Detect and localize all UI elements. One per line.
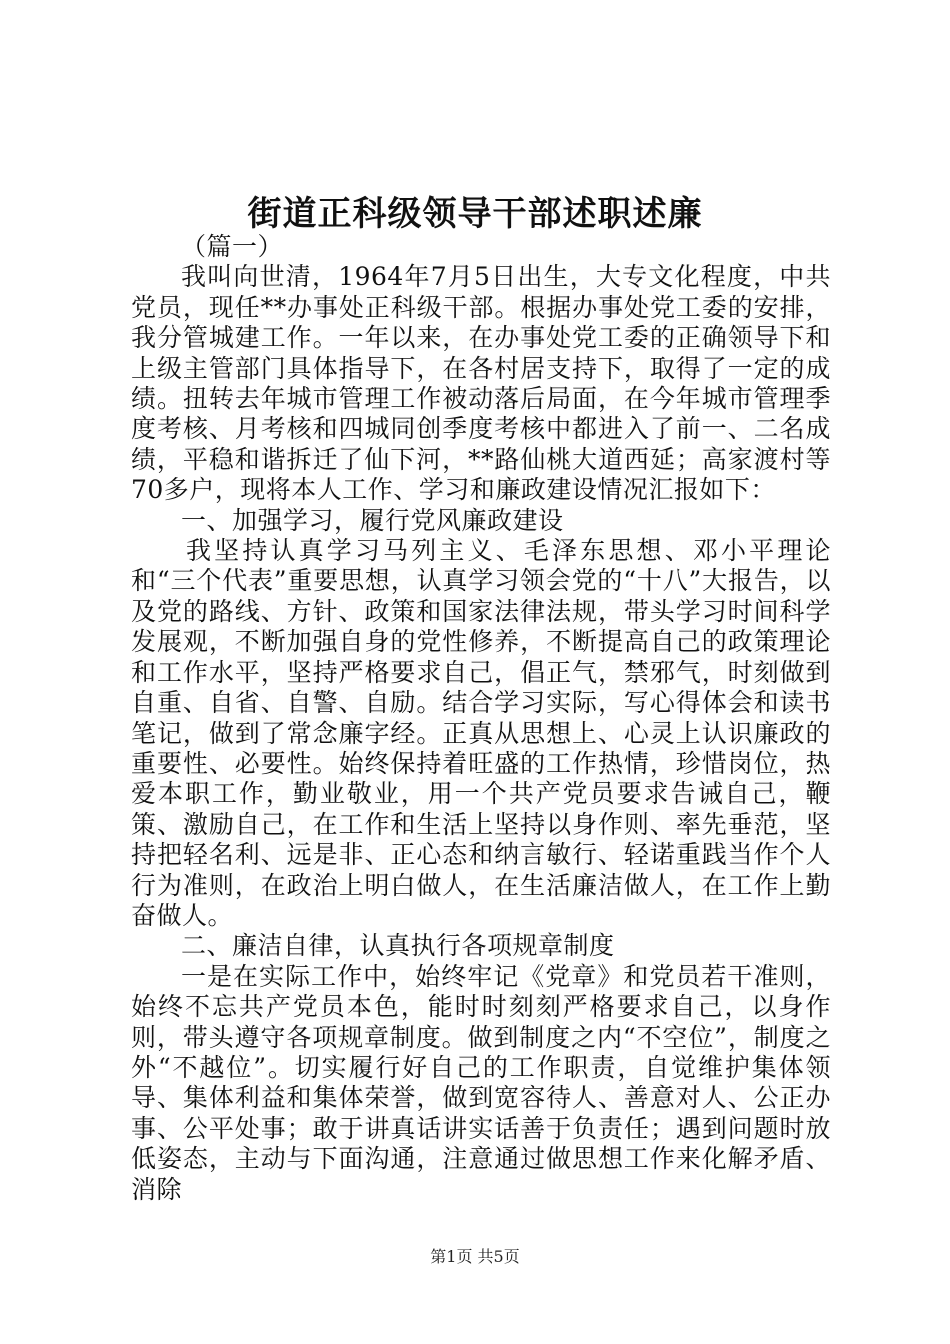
part-label: （篇一） <box>181 232 284 261</box>
intro-paragraph: 我叫向世清，1964年7月5日出生，大专文化程度，中共党员，现任**办事处正科级干部。根据办事处党工委的安排，我分管城建工作。一年以来，在办事处党工委的正确领导下和上级主管部门具体指导下，在各村居支持下，取得了一定的成绩。扭转去年城市管理工作被动落后局面，在今年城市管理季度考核、月考核和四城同创季度考核中都进入了前一、二名成绩，平稳和谐拆迁了仙下河，**路仙桃大道西延；高家渡村等70多户，现将本人工作、学习和廉政建设情况汇报如下： <box>131 262 831 505</box>
document-title: 街道正科级领导干部述职述廉 <box>247 194 703 234</box>
section-2-paragraph: 一是在实际工作中，始终牢记《党章》和党员若干准则，始终不忘共产党员本色，能时时刻刻严格要求自己，以身作则，带头遵守各项规章制度。做到制度之内“不空位”，制度之外“不越位”。切实履行好自己的工作职责，自觉维护集体领导、集体利益和集体荣誉，做到宽容待人、善意对人、公正办事、公平处事；敢于讲真话讲实话善于负责任；遇到问题时放低姿态，主动与下面沟通，注意通过做思想工作来化解矛盾、消除 <box>131 961 831 1204</box>
section-heading-1: 一、加强学习，履行党风廉政建设 <box>181 505 564 535</box>
section-heading-2: 二、廉洁自律，认真执行各项规章制度 <box>181 931 615 961</box>
page-footer: 第1页 共5页 <box>430 1247 520 1266</box>
document-body <box>131 232 831 1205</box>
section-1-paragraph: 我坚持认真学习马列主义、毛泽东思想、邓小平理论和“三个代表”重要思想，认真学习领会党的“十八”大报告，以及党的路线、方针、政策和国家法律法规，带头学习时间科学发展观，不断加强自身的党性修养，不断提高自己的政策理论和工作水平，坚持严格要求自己，倡正气，禁邪气，时刻做到自重、自省、自警、自励。结合学习实际，写心得体会和读书笔记，做到了常念廉字经。正真从思想上、心灵上认识廉政的重要性、必要性。始终保持着旺盛的工作热情，珍惜岗位，热爱本职工作，勤业敬业，用一个共产党员要求告诫自己，鞭策、激励自己，在工作和生活上坚持以身作则、率先垂范，坚持把轻名利、远是非、正心态和纳言敏行、轻诺重践当作个人行为准则，在政治上明白做人，在生活廉洁做人，在工作上勤奋做人。 <box>131 536 831 930</box>
